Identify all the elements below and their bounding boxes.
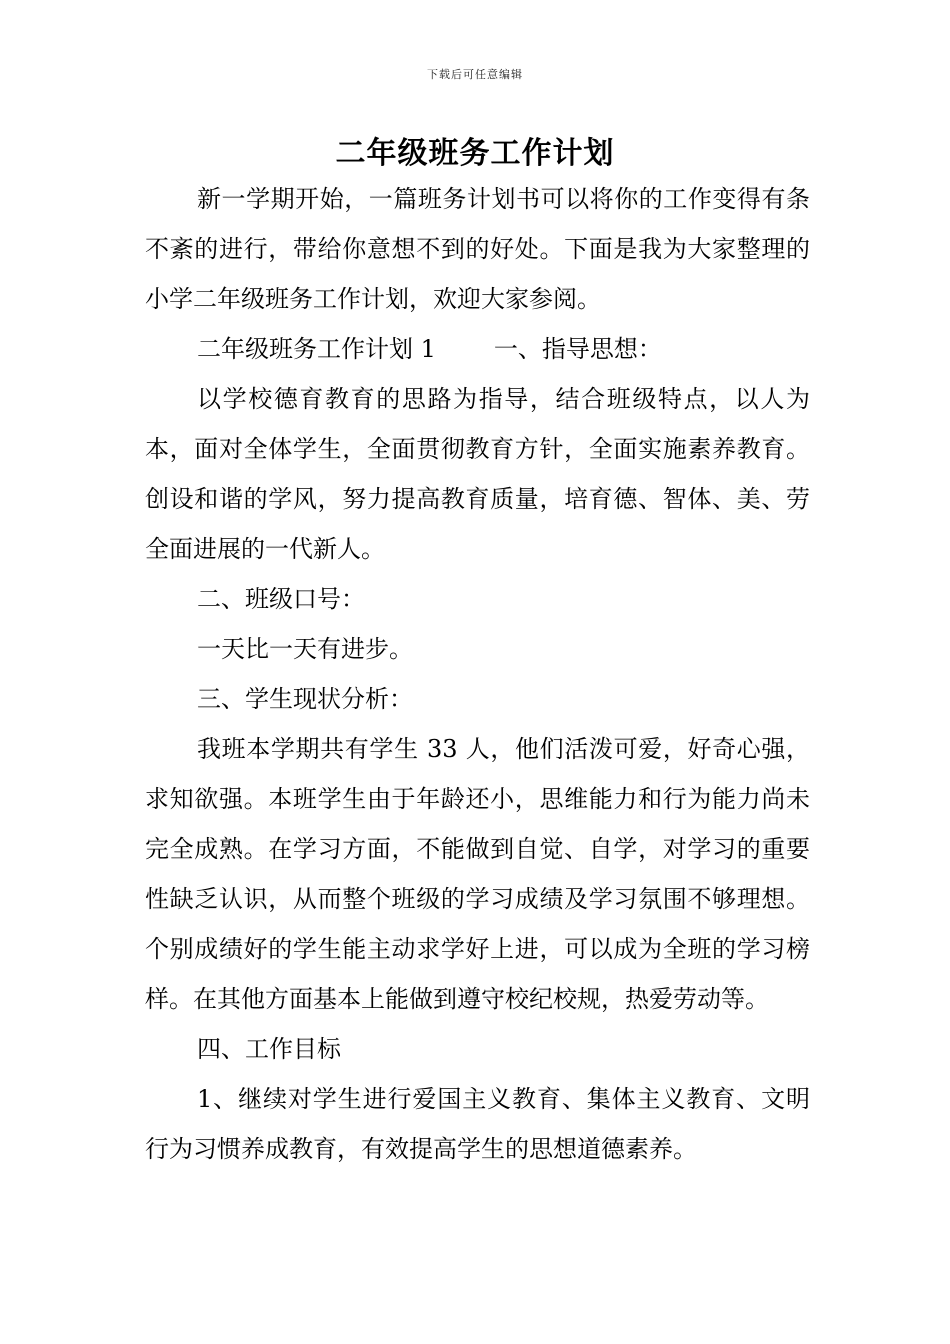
section1-heading: 一、指导思想：	[493, 335, 662, 363]
section1-paragraph: 以学校德育教育的思路为指导，结合班级特点，以人为本，面对全体学生，全面贯彻教育方针，全面实施素养教育。创设和谐的学风，努力提高教育质量，培育德、智体、美、劳全面进展的一代新人。	[145, 385, 810, 563]
section2-paragraph: 一天比一天有进步。	[197, 635, 413, 663]
section4-heading: 四、工作目标	[197, 1035, 341, 1063]
header-note: 下载后可任意编辑	[427, 68, 523, 81]
document-title: 二年级班务工作计划	[335, 136, 615, 171]
plan-heading-line	[145, 324, 810, 374]
section4-item-1: 1、继续对学生进行爱国主义教育、集体主义教育、文明行为习惯养成教育，有效提高学生的思想道德素养。	[145, 1085, 810, 1163]
plan-label: 二年级班务工作计划 1	[197, 335, 436, 363]
section3-heading: 三、学生现状分析：	[197, 685, 413, 713]
intro-paragraph: 新一学期开始，一篇班务计划书可以将你的工作变得有条不紊的进行，带给你意想不到的好处。下面是我为大家整理的小学二年级班务工作计划，欢迎大家参阅。	[145, 185, 810, 313]
section2-heading: 二、班级口号：	[197, 585, 365, 613]
section3-paragraph: 我班本学期共有学生 33 人，他们活泼可爱，好奇心强，求知欲强。本班学生由于年龄还小，思维能力和行为能力尚未完全成熟。在学习方面，不能做到自觉、自学，对学习的重要性缺乏认识，从而整个班级的学习成绩及学习氛围不够理想。个别成绩好的学生能主动求学好上进，可以成为全班的学习榜样。在其他方面基本上能做到遵守校纪校规，热爱劳动等。	[145, 735, 810, 1013]
document-body	[145, 174, 810, 1174]
